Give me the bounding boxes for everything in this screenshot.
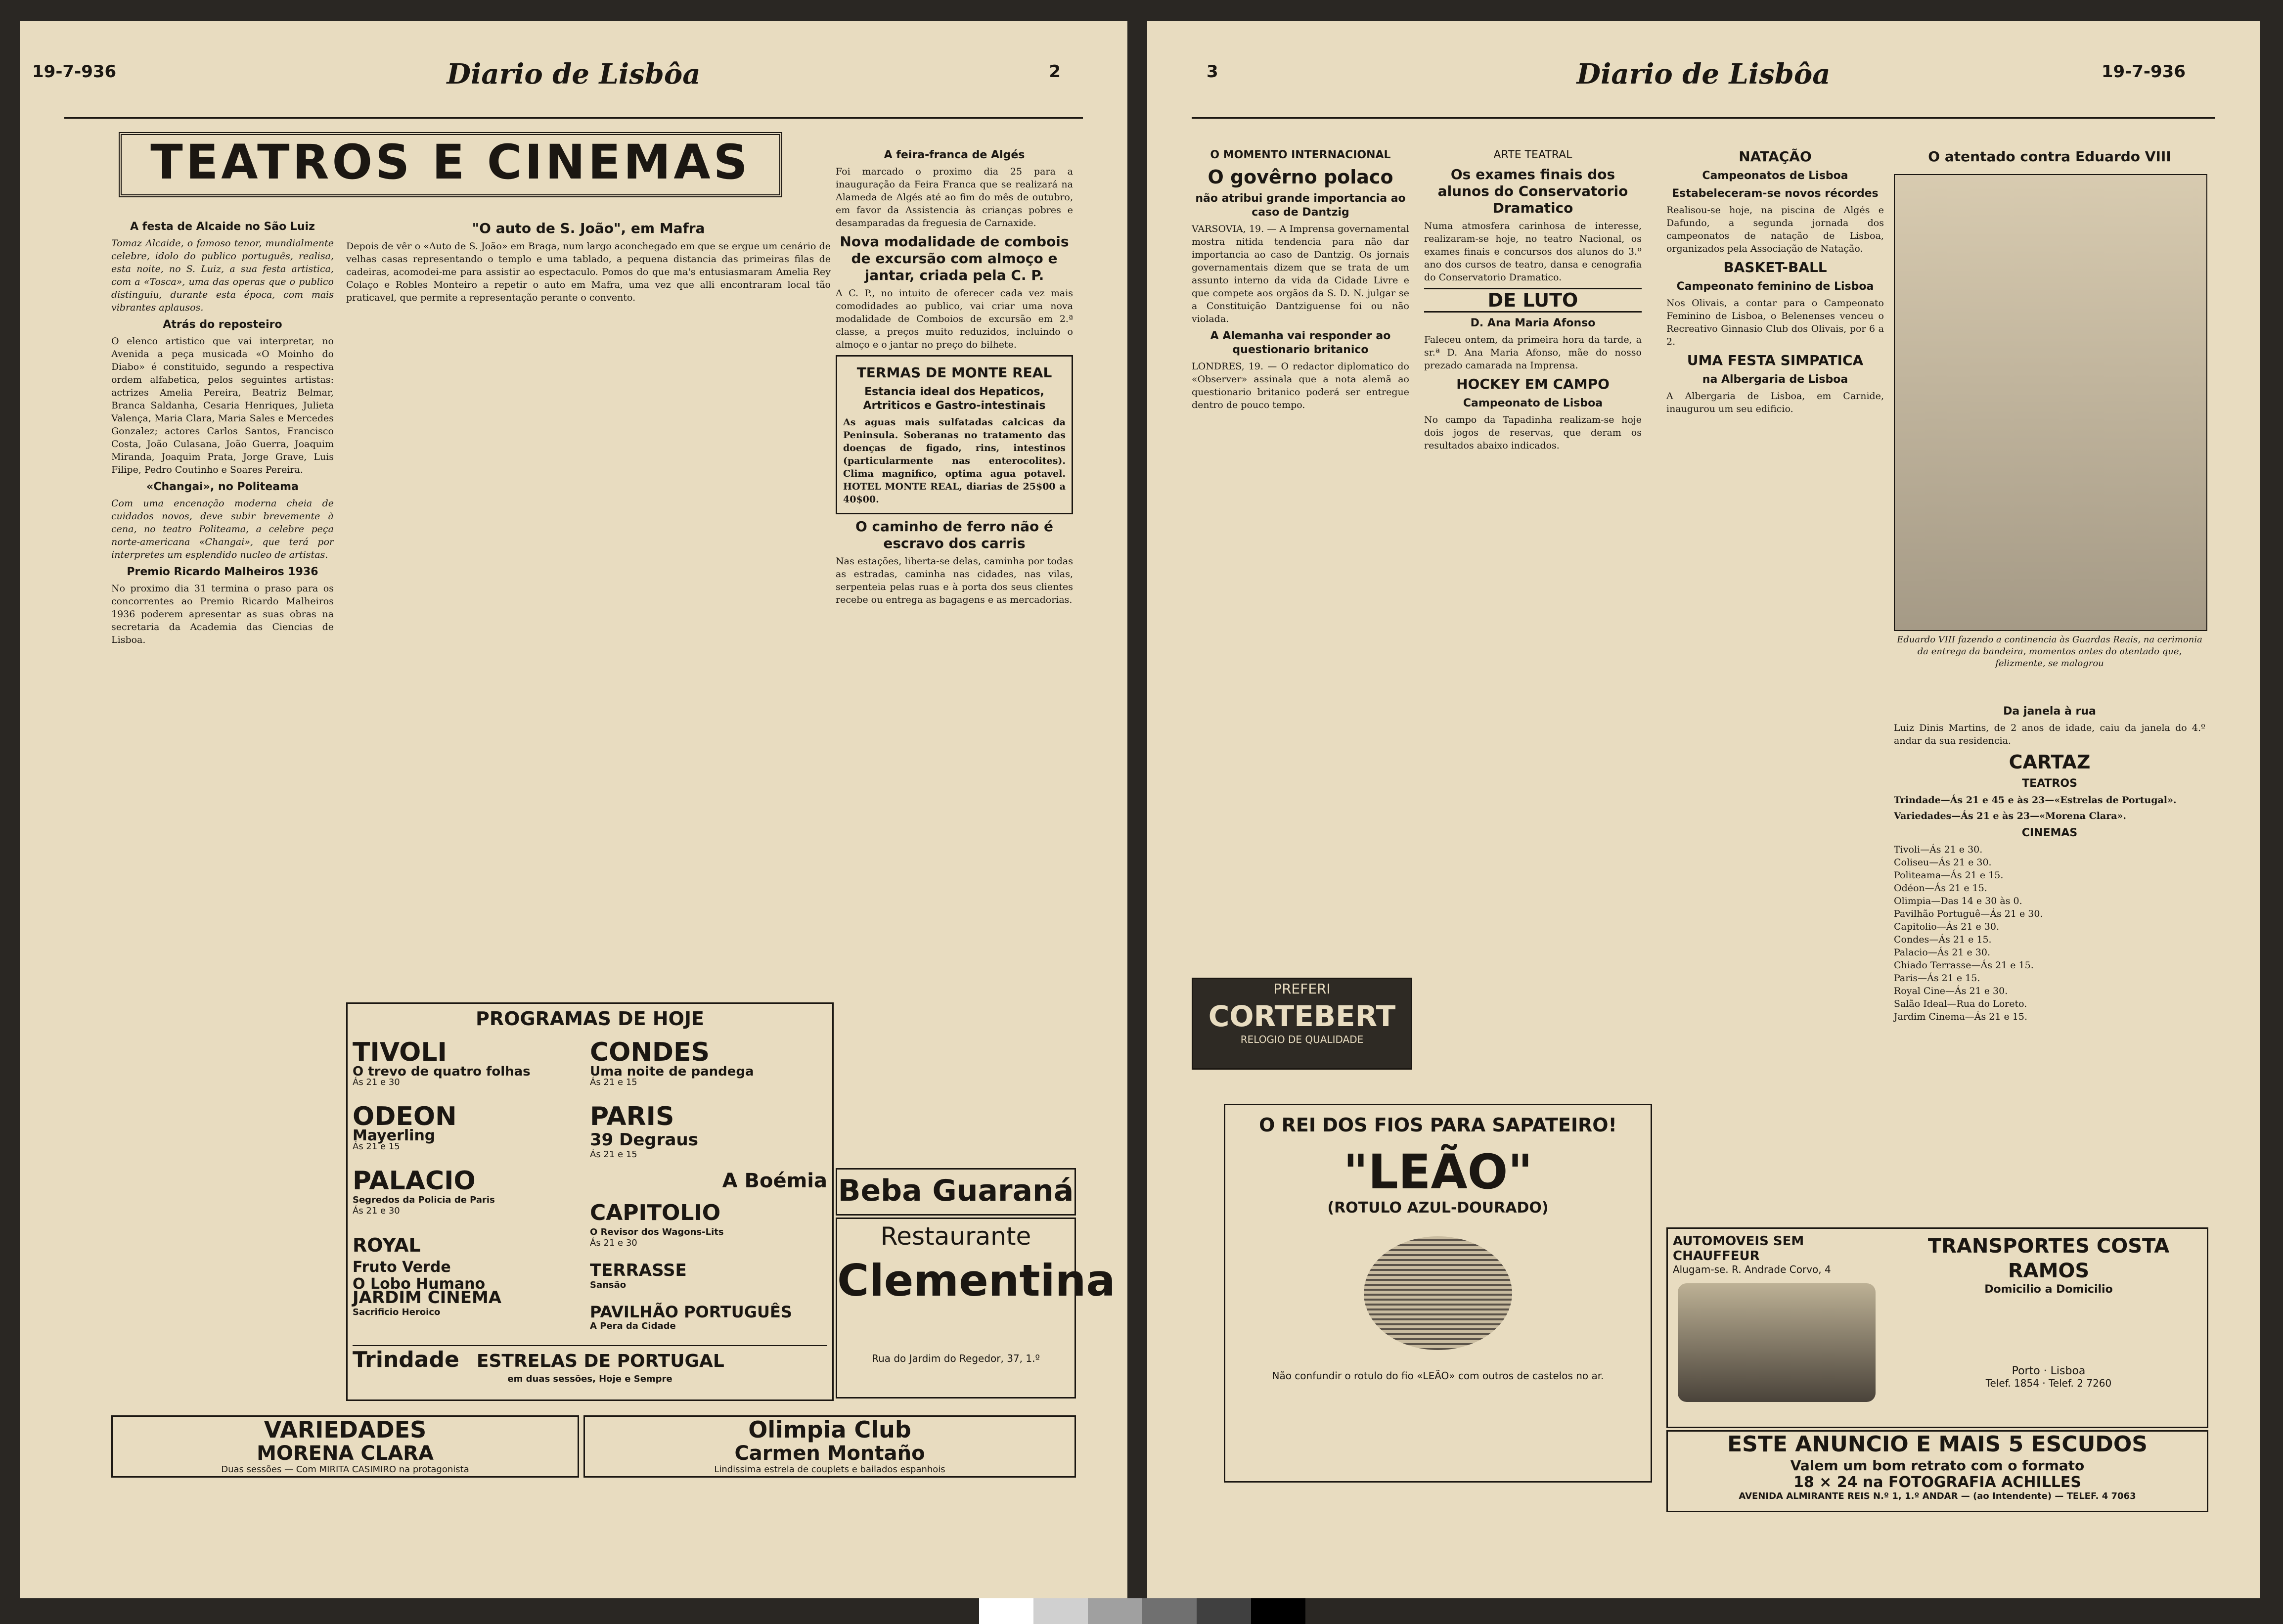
film-title: O Lobo Humano	[353, 1275, 486, 1293]
cartaz-item: Jardim Cinema—Ás 21 e 15.	[1894, 1011, 2027, 1022]
luto-heading: DE LUTO	[1424, 288, 1642, 313]
article-heading: A Alemanha vai responder ao questionario britanico	[1210, 330, 1391, 356]
article-heading: Atrás do reposteiro	[163, 318, 282, 331]
olimpia-ad	[583, 1415, 1076, 1478]
ad-tag: PREFERI	[1273, 981, 1331, 997]
article-body: Nas estações, liberta-se delas, caminha por todas as estradas, caminha nas cidades, nas vilas, serpenteia pelas ruas e à porta dos seus clientes recebe ou entrega as bagagens e as mercadorias.	[836, 556, 1073, 605]
ad-body: As aguas mais sulfatadas calcicas da Peninsula. Soberanas no tratamento das doenças de figado, rins, intestinos (particularmente nas enterocolites). Clima magnifico, optima agua potavel. HOTEL MONTE REAL, diarias de 25$00 a 40$00.	[843, 417, 1066, 505]
ad-tel: Telef. 1854 · Telef. 2 7260	[1985, 1377, 2112, 1389]
masthead: Diario de Lisbôa	[447, 58, 701, 90]
ad-sub: Valem um bom retrato com o formato	[1790, 1457, 2085, 1474]
cartaz-item: Olimpia—Das 14 e 30 às 0.	[1894, 896, 2022, 906]
color-calibration-strip	[979, 1598, 1305, 1624]
ad-sub: Domicilio a Domicilio	[1984, 1283, 2113, 1296]
kicker: O MOMENTO INTERNACIONAL	[1210, 149, 1391, 161]
showtime: Ás 21 e 30	[353, 1077, 400, 1087]
cartaz-item: Paris—Ás 21 e 15.	[1894, 973, 1980, 984]
article-heading: Premio Ricardo Malheiros 1936	[127, 566, 318, 578]
article-subheading: não atribui grande importancia ao caso de Dantzig	[1195, 192, 1406, 219]
listing-condes	[590, 1038, 827, 1098]
column-teatral	[1424, 144, 1642, 975]
article-heading: A feira-franca de Algés	[884, 149, 1025, 161]
article-body: Numa atmosfera carinhosa de interesse, realizaram-se hoje, no teatro Nacional, os exames finais e concursos dos alunos do 3.º ano dos cursos de teatro, dansa e cenografia do Conservatorio Dramatico.	[1424, 221, 1642, 283]
film-title: O Revisor dos Wagons-Lits	[590, 1227, 724, 1237]
article-subheading: Campeonatos de Lisboa	[1702, 170, 1848, 182]
calibration-patch	[1197, 1598, 1251, 1624]
leao-ad	[1224, 1104, 1652, 1483]
article-subheading: Campeonato de Lisboa	[1463, 397, 1603, 409]
caption-text: Eduardo VIII fazendo a continencia às Guardas Reais, na cerimonia da entrega da bandeira, momentos antes do atentado que, felizmente, se malogrou	[1897, 634, 2202, 669]
article-heading: HOCKEY EM CAMPO	[1456, 376, 1610, 392]
film-title: Segredos da Policia de Paris	[353, 1195, 495, 1205]
cartaz-item: Chiado Terrasse—Ás 21 e 15.	[1894, 960, 2034, 971]
venue-name: Trindade	[353, 1347, 459, 1372]
photo-caption	[1894, 634, 2205, 693]
venue-name: CONDES	[590, 1038, 710, 1067]
newspaper-page-left	[20, 21, 1127, 1598]
article-body: A C. P., no intuito de oferecer cada vez mais comodidades ao publico, vai criar uma nova modalidade de Comboios de excursão em 2.ª classe, a preços muito reduzidos, incluindo o almoço e o jantar no preço do bilhete.	[836, 288, 1073, 350]
calibration-patch	[1251, 1598, 1305, 1624]
cartaz-item: Royal Cine—Ás 21 e 30.	[1894, 986, 2008, 996]
article-heading: "O auto de S. João", em Mafra	[472, 220, 705, 236]
ad-note: Lindissima estrela de couplets e bailados espanhois	[714, 1464, 945, 1475]
show-title: ESTRELAS DE PORTUGAL	[476, 1351, 724, 1371]
showtime: Ás 21 e 15	[590, 1077, 637, 1087]
ad-note: Duas sessões — Com MIRITA CASIMIRO na protagonista	[221, 1464, 469, 1475]
ad-sub: RELOGIO DE QUALIDADE	[1240, 1034, 1364, 1045]
ad-heading: ESTE ANUNCIO E MAIS 5 ESCUDOS	[1727, 1432, 2148, 1457]
article-body: Com uma encenação moderna cheia de cuidados novos, deve subir brevemente à cena, no teatro Politeama, a celebre peça norte-americana «Changai», que terá por interpretes um esplendido nucleo de artistas.	[111, 498, 334, 560]
listing-paris	[590, 1103, 827, 1162]
venue-name: CAPITOLIO	[590, 1200, 721, 1225]
article-heading: O caminho de ferro não é escravo dos carris	[855, 518, 1054, 551]
film-title: Mayerling	[353, 1127, 436, 1144]
ad-sub: (ROTULO AZUL-DOURADO)	[1327, 1199, 1549, 1217]
ad-address: Rua do Jardim do Regedor, 37, 1.º	[872, 1353, 1040, 1364]
venue-name: PALACIO	[353, 1166, 476, 1196]
venue-name: PARIS	[590, 1102, 674, 1131]
ad-note: Não confundir o rotulo do fio «LEÃO» com outros de castelos no ar.	[1272, 1370, 1604, 1382]
article-heading: Nova modalidade de combois de excursão com almoço e jantar, criada pela C. P.	[840, 233, 1069, 283]
ad-heading: TRANSPORTES COSTA RAMOS	[1927, 1235, 2170, 1282]
listing-trindade	[353, 1345, 827, 1396]
theatre-name: VARIEDADES	[264, 1416, 427, 1443]
cartaz-item: Variedades—Ás 21 e às 23—«Morena Clara».	[1894, 811, 2127, 821]
show-title: Carmen Montaño	[734, 1442, 925, 1465]
auto-article	[346, 216, 831, 978]
ad-heading: AUTOMOVEIS SEM CHAUFFEUR	[1673, 1234, 1804, 1263]
listing-boemia	[590, 1167, 827, 1197]
listing-jardim	[353, 1288, 590, 1333]
listing-palacio	[353, 1167, 590, 1226]
header-rule	[64, 117, 1083, 119]
cartaz-item: Politeama—Ás 21 e 15.	[1894, 870, 2004, 881]
listing-capitolio	[590, 1199, 827, 1259]
cartaz-subheading: TEATROS	[2022, 777, 2077, 790]
column-internacional	[1192, 144, 1409, 995]
film-title: A Pera da Cidade	[590, 1321, 676, 1331]
article-body: Tomaz Alcaide, o famoso tenor, mundialmente celebre, idolo do publico português, realisa, esta noite, no S. Luiz, a sua festa artistica, com a «Tosca», uma das operas que o publico distinguiu, durante esta época, com mais vibrantes aplausos.	[111, 238, 334, 313]
listing-pavilhao	[590, 1303, 827, 1343]
article-body: VARSOVIA, 19. — A Imprensa governamental mostra nitida tendencia para não dar importancia ao caso de Dantzig. Os jornais governamentais dizem que se trata de um assunto interno da vida da Cidade Livre e que compete aos orgãos da S. D. N. julgar se a Constituição Dantziguense foi ou não violada.	[1192, 224, 1409, 324]
cortebert-ad	[1192, 978, 1412, 1070]
page-date: 19-7-936	[32, 62, 117, 82]
termas-ad	[836, 355, 1073, 514]
cartaz-item: Palacio—Ás 21 e 30.	[1894, 947, 1991, 958]
newspaper-page-right	[1147, 21, 2260, 1598]
article-subheading: Estabeleceram-se novos récordes	[1672, 187, 1879, 200]
column-4	[836, 144, 1073, 946]
calibration-patch	[1142, 1598, 1197, 1624]
article-body: No campo da Tapadinha realizam-se hoje dois jogos de reservas, que deram os resultados abaixo indicados.	[1424, 414, 1642, 451]
page-header	[20, 58, 1127, 97]
showtime: Ás 21 e 30	[353, 1206, 400, 1216]
page-date: 19-7-936	[2101, 62, 2186, 82]
article-heading: Da janela à rua	[2003, 705, 2096, 718]
film-title: Sansão	[590, 1280, 627, 1290]
column-desporto	[1666, 144, 1884, 847]
masthead: Diario de Lisbôa	[1576, 58, 1831, 90]
restaurante-ad	[836, 1218, 1116, 1398]
article-body: Nos Olivais, a contar para o Campeonato Feminino de Lisboa, o Belenenses venceu o Recreativo Ginnasio Club dos Olivais, por 6 a 2.	[1666, 298, 1884, 347]
ad-cities: Porto · Lisboa	[2012, 1365, 2086, 1377]
ad-title: O REI DOS FIOS PARA SAPATEIRO!	[1259, 1114, 1617, 1136]
article-heading: UMA FESTA SIMPATICA	[1687, 352, 1864, 368]
article-heading: O govêrno polaco	[1208, 166, 1393, 188]
automoveis-ad	[1673, 1234, 1885, 1275]
cartaz-item: Tivoli—Ás 21 e 30.	[1894, 844, 1983, 855]
article-heading: O atentado contra Eduardo VIII	[1928, 148, 2171, 165]
listing-terrasse	[590, 1261, 827, 1301]
ad-address: AVENIDA ALMIRANTE REIS N.º 1, 1.º ANDAR — (ao Intendente) — TELEF. 4 7063	[1739, 1491, 2136, 1501]
achilles-ad	[1666, 1430, 2208, 1512]
article-subheading: na Albergaria de Lisboa	[1702, 373, 1848, 386]
cartaz-heading: CARTAZ	[2009, 751, 2091, 773]
film-title: Uma noite de pandega	[590, 1064, 754, 1079]
calibration-patch	[979, 1598, 1033, 1624]
ad-heading: TERMAS DE MONTE REAL	[856, 364, 1052, 381]
listing-royal	[353, 1231, 590, 1293]
ad-size: 18 × 24 na FOTOGRAFIA ACHILLES	[1793, 1474, 2082, 1491]
showtime: Ás 21 e 15	[353, 1141, 400, 1152]
header-rule	[1192, 117, 2215, 119]
venue-name: PAVILHÃO PORTUGUÊS	[590, 1303, 792, 1321]
section-title: TEATROS E CINEMAS	[119, 132, 782, 197]
variedades-ad	[111, 1415, 579, 1478]
article-body: Realisou-se hoje, na piscina de Algés e Dafundo, a segunda jornada dos campeonatos de natação de Lisboa, organizados pela Associação de Natação.	[1666, 205, 1884, 254]
truck-illustration	[1678, 1283, 1876, 1402]
showtime: Ás 21 e 15	[590, 1149, 637, 1160]
photo-eduardo	[1894, 174, 2207, 631]
article-body: LONDRES, 19. — O redactor diplomatico do «Observer» assinala que a nota alemã ao questionario britanico poderá ser entregue dentro de pouco tempo.	[1192, 361, 1409, 410]
spool-illustration	[1364, 1236, 1512, 1350]
transportes-ad	[1895, 1234, 2202, 1389]
show-title: MORENA CLARA	[257, 1442, 434, 1465]
article-body: O elenco artistico que vai interpretar, no Avenida a peça musicada «O Moinho do Diabo» é constituido, segundo a respectiva ordem alfabetica, pelos seguintes artistas: actrizes Amelia Pereira, Beatriz Belmar, Branca Saldanha, Cesaria Henriques, Julieta Valença, Maria Clara, Maria Sales e Mercedes Gonzalez; actores Carlos Santos, Francisco Costa, João Culasana, João Guerra, Joaquim Miranda, Joaquim Prata, Jorge Grave, Luis Filipe, Pedro Coutinho e Soares Pereira.	[111, 336, 334, 475]
cartaz-item: Odéon—Ás 21 e 15.	[1894, 883, 1987, 894]
column-1	[111, 216, 334, 1341]
ad-label: Restaurante	[880, 1222, 1031, 1251]
guarana-ad	[836, 1168, 1076, 1216]
showtime: Ás 21 e 30	[590, 1238, 637, 1248]
page-number: 3	[1207, 62, 1218, 82]
cartaz-item: Salão Ideal—Rua do Loreto.	[1894, 998, 2027, 1009]
film-title: 39 Degraus	[590, 1130, 698, 1150]
film-title: A Boémia	[722, 1170, 827, 1192]
kicker: ARTE TEATRAL	[1493, 149, 1572, 161]
cartaz-item: Coliseu—Ás 21 e 30.	[1894, 857, 1992, 868]
showtime: em duas sessões, Hoje e Sempre	[507, 1374, 672, 1384]
article-subheading: D. Ana Maria Afonso	[1470, 317, 1596, 329]
venue-name: TIVOLI	[353, 1038, 447, 1067]
ad-brand: Clementina	[837, 1255, 1116, 1306]
venue-name: ODEON	[353, 1102, 457, 1131]
transport-ads	[1666, 1227, 2208, 1428]
club-name: Olimpia Club	[748, 1416, 911, 1443]
article-body: Foi marcado o proximo dia 25 para a inauguração da Feira Franca que se realizará na Alameda de Algés até ao fim do mês de outubro, em favor da Assistencia às crianças pobres e desamparadas da freguesia de Carnaxide.	[836, 166, 1073, 228]
column-cartaz	[1894, 701, 2205, 1235]
ad-text: Beba Guaraná	[838, 1173, 1074, 1208]
film-title: O trevo de quatro folhas	[353, 1064, 531, 1079]
article-heading: BASKET-BALL	[1723, 259, 1827, 275]
ad-sub: Alugam-se. R. Andrade Corvo, 4	[1673, 1263, 1831, 1275]
cartaz-item: Trindade—Ás 21 e 45 e às 23—«Estrelas de Portugal».	[1894, 795, 2177, 806]
programas-title: PROGRAMAS DE HOJE	[475, 1008, 705, 1030]
ad-brand: "LEÃO"	[1343, 1144, 1533, 1200]
article-body: Luiz Dinis Martins, de 2 anos de idade, caiu da janela do 4.º andar da sua residencia.	[1894, 722, 2205, 746]
listing-odeon	[353, 1103, 590, 1162]
article-body: A Albergaria de Lisboa, em Carnide, inaugurou um seu edificio.	[1666, 391, 1884, 414]
article-body: Faleceu ontem, da primeira hora da tarde, a sr.ª D. Ana Maria Afonso, mãe do nosso prezado camarada na Imprensa.	[1424, 334, 1642, 371]
ad-subheading: Estancia ideal dos Hepaticos, Artriticos e Gastro-intestinais	[863, 386, 1046, 412]
listing-tivoli	[353, 1038, 590, 1098]
film-title: Fruto Verde	[353, 1259, 451, 1276]
article-subheading: Campeonato feminino de Lisboa	[1676, 280, 1874, 293]
calibration-patch	[1033, 1598, 1088, 1624]
article-heading: «Changai», no Politeama	[146, 481, 299, 493]
cartaz-subheading: CINEMAS	[2021, 827, 2078, 839]
cartaz-item: Pavilhão Portuguê—Ás 21 e 30.	[1894, 908, 2043, 919]
article-heading: Os exames finais dos alunos do Conservatorio Dramatico	[1437, 166, 1628, 216]
page-header	[1147, 58, 2260, 97]
programas-box	[346, 1002, 834, 1401]
venue-name: JARDIM CINEMA	[353, 1288, 502, 1308]
article-body: No proximo dia 31 termina o praso para os concorrentes ao Premio Ricardo Malheiros 1936 poderem apresentar as suas obras na secretaria da Academia das Ciencias de Lisboa.	[111, 583, 334, 645]
calibration-patch	[1088, 1598, 1142, 1624]
film-title: Sacrificio Heroico	[353, 1307, 441, 1317]
article-heading: A festa de Alcaide no São Luiz	[130, 221, 315, 233]
cartaz-item: Capitolio—Ás 21 e 30.	[1894, 921, 1999, 932]
ad-brand: CORTEBERT	[1208, 999, 1396, 1033]
article-body: Depois de vêr o «Auto de S. João» em Braga, num largo aconchegado em que se ergue um cenário de velhas casas representando o templo e uma tablado, a pequena distancia das primeiras filas de cadeiras, acomodei-me para assistir ao espectaculo. Pomos do que ma's entusiasmaram Amelia Rey Colaço e Robles Monteiro a repetir o auto em Mafra, uma vez que alli encontraram local tão praticavel, que permite a representação perante o convento.	[346, 241, 831, 303]
cartaz-item: Condes—Ás 21 e 15.	[1894, 934, 1992, 945]
venue-name: TERRASSE	[590, 1261, 687, 1280]
venue-name: ROYAL	[353, 1234, 421, 1256]
article-heading: NATAÇÃO	[1739, 148, 1812, 165]
page-number: 2	[1049, 62, 1061, 82]
